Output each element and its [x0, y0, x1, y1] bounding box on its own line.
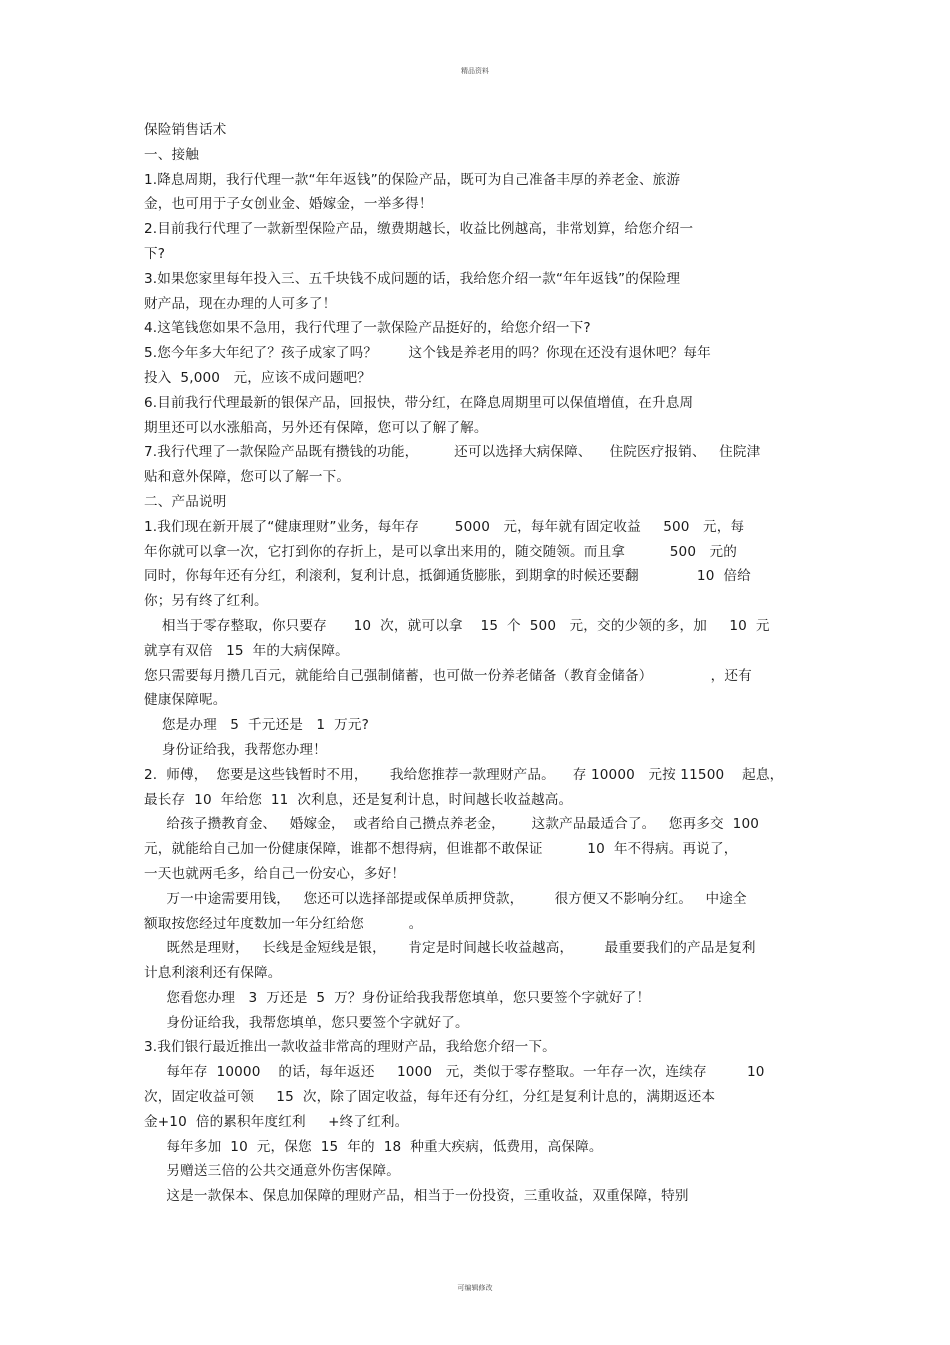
text-line: 投入 5,000 元，应该不成问题吧？ — [144, 369, 371, 386]
text-line: 2.目前我行代理了一款新型保险产品，缴费期越长，收益比例越高，非常划算，给您介绍一 — [144, 221, 694, 238]
text-line: 年你就可以拿一次，它打到你的存折上，是可以拿出来用的，随交随领。而且拿 500 元的 — [144, 543, 738, 560]
text-line: 一、接触 — [144, 146, 199, 163]
text-line: 金，也可用于子女创业金、婚嫁金，一举多得！ — [144, 196, 433, 213]
text-line: 元，就能给自己加一份健康保障，谁都不想得病，但谁都不敢保证 10 年不得病。再说了， — [144, 841, 738, 858]
text-line: 额取按您经过年度数加一年分红给您 。 — [144, 915, 423, 932]
text-line: 既然是理财， 长线是金短线是银， 肯定是时间越长收益越高， 最重要我们的产品是复利 — [144, 940, 756, 957]
text-line: 给孩子攒教育金、 婚嫁金， 或者给自己攒点养老金， 这款产品最适合了。 您再多交 100 — [144, 816, 760, 833]
text-line: 二、产品说明 — [144, 493, 227, 510]
text-line: 次，固定收益可领 15 次，除了固定收益，每年还有分红，分红是复利计息的，满期返还本 — [144, 1089, 716, 1106]
text-line: 身份证给我，我帮您填单，您只要签个字就好了。 — [144, 1014, 469, 1031]
text-line: 身份证给我，我帮您办理！ — [144, 741, 327, 758]
document-title: 保险销售话术 — [144, 122, 227, 138]
text-line: 3.如果您家里每年投入三、五千块钱不成问题的话，我给您介绍一款“年年返钱”的保险理 — [144, 270, 681, 287]
text-line: 1.我们现在新开展了“健康理财”业务，每年存 5000 元，每年就有固定收益 500 元，每 — [144, 518, 745, 535]
text-line: 金+10 倍的累积年度红利 +终了红利。 — [144, 1113, 409, 1130]
text-line: 一天也就两毛多，给自己一份安心，多好！ — [144, 865, 406, 882]
text-line: 贴和意外保障，您可以了解一下。 — [144, 469, 351, 486]
text-line: 您只需要每月攒几百元，就能给自己强制储蓄，也可做一份养老储备（教育金储备） ，还有 — [144, 667, 752, 684]
text-line: 你；另有终了红利。 — [144, 593, 268, 610]
text-line: 每年多加 10 元，保您 15 年的 18 种重大疾病，低费用，高保障。 — [144, 1138, 603, 1155]
text-line: 财产品，现在办理的人可多了！ — [144, 295, 337, 312]
text-line: 期里还可以水涨船高，另外还有保障，您可以了解了解。 — [144, 419, 488, 436]
text-line: 1.降息周期，我行代理一款“年年返钱”的保险产品，既可为自己准备丰厚的养老金、旅游 — [144, 171, 681, 188]
text-line: 另赠送三倍的公共交通意外伤害保障。 — [144, 1163, 400, 1180]
text-line: 您看您办理 3 万还是 5 万？身份证给我我帮您填单，您只要签个字就好了！ — [144, 989, 651, 1006]
text-line: 您是办理 5 千元还是 1 万元? — [144, 717, 369, 734]
text-line: 这是一款保本、保息加保障的理财产品，相当于一份投资，三重收益，双重保障，特别 — [144, 1188, 689, 1205]
text-line: 每年存 10000 的话，每年返还 1000 元，类似于零存整取。一年存一次，连续存 10 — [144, 1064, 765, 1081]
text-line: 7.我行代理了一款保险产品既有攒钱的功能， 还可以选择大病保障、 住院医疗报销、 住院津 — [144, 444, 761, 461]
text-line: 6.目前我行代理最新的银保产品，回报快，带分红，在降息周期里可以保值增值，在升息周 — [144, 394, 694, 411]
text-line: 最长存 10 年给您 11 次利息，还是复利计息，时间越长收益越高。 — [144, 791, 573, 808]
text-line: 相当于零存整取，你只要存 10 次，就可以拿 15 个 500 元，交的少领的多，加 10 元 — [144, 617, 770, 634]
text-line: 就享有双倍 15 年的大病保障。 — [144, 642, 349, 659]
text-line: 4.这笔钱您如果不急用，我行代理了一款保险产品挺好的，给您介绍一下? — [144, 320, 591, 337]
document-body — [144, 118, 824, 1209]
text-line: 计息利滚利还有保障。 — [144, 965, 282, 982]
text-line: 下? — [144, 245, 166, 262]
text-line: 健康保障呢。 — [144, 692, 227, 709]
text-line: 同时，你每年还有分红，利滚利，复利计息，抵御通货膨胀，到期拿的时候还要翻 10 倍给 — [144, 568, 751, 585]
header-note: 精品资料 — [461, 67, 489, 75]
footer-note: 可编辑修改 — [457, 1284, 493, 1292]
text-line: 5.您今年多大年纪了？孩子成家了吗？ 这个钱是养老用的吗？你现在还没有退休吧？每年 — [144, 345, 711, 362]
text-line: 2. 师傅， 您要是这些钱暂时不用， 我给您推荐一款理财产品。 存 10000 元按 11500 起息， — [144, 766, 784, 783]
text-line: 3.我们银行最近推出一款收益非常高的理财产品，我给您介绍一下。 — [144, 1039, 556, 1056]
text-line: 万一中途需要用钱， 您还可以选择部提或保单质押贷款， 很方便又不影响分红。 中途全 — [144, 890, 747, 907]
